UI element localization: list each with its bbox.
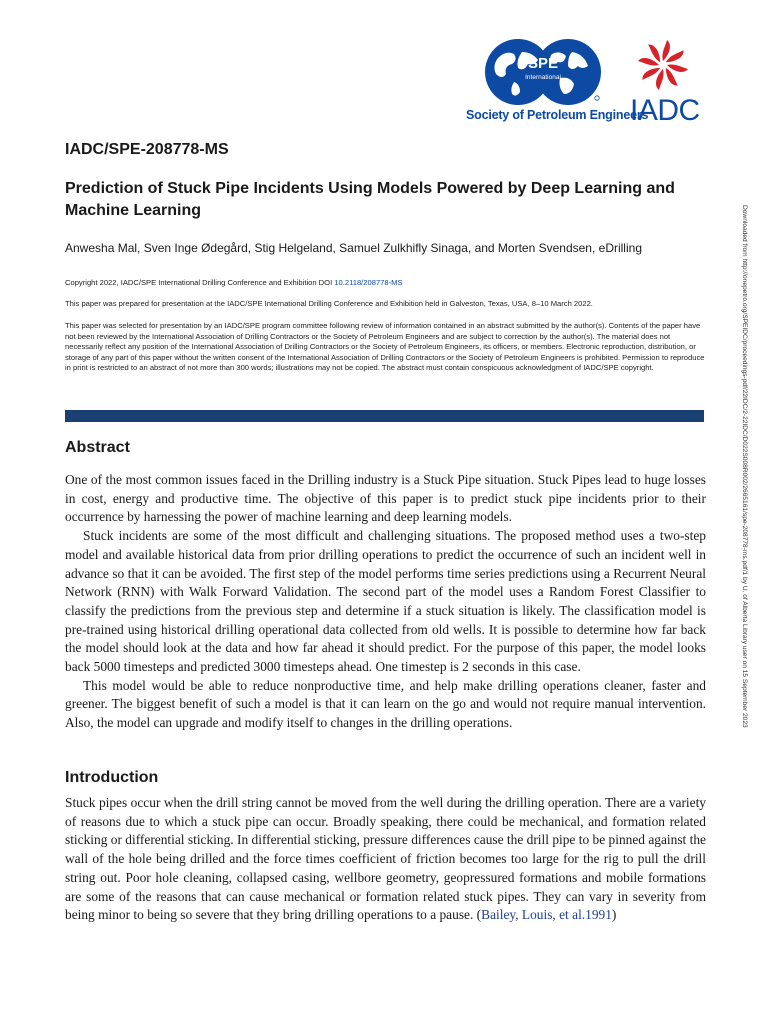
abstract-body: [65, 471, 706, 733]
doi-link[interactable]: 10.2118/208778-MS: [334, 278, 403, 287]
abstract-heading: Abstract: [65, 439, 130, 456]
introduction-text: Stuck pipes occur when the drill string cannot be moved from the well during the drilling operation. There are a variety of reasons due to which a stuck pipe can occur. Broadly speaking, there could be mechanical, and formation related sticking or differential sticking. In differential sticking, pressure differences cause the drill pipe to be pinned against the wall of the hole being drilled and the force times coefficient of friction becomes too large for the rig to pull the drill string out. Poor hole cleaning, collapsed casing, wellbore geometry, geopressured formations and mobile formations are some of the reasons that can cause mechanical or formation related stuck pipes. They can vary in severity from being minor to being so severe that they bring drilling operations to a pause. (: [65, 795, 706, 923]
introduction-text-end: ): [611, 907, 617, 923]
paper-authors: Anwesha Mal, Sven Inge Ødegård, Stig Helgeland, Samuel Zulkhifly Sinaga, and Morten Svendsen, eDrilling: [65, 241, 642, 255]
copyright-line: [65, 278, 705, 289]
copyright-text: Copyright 2022, IADC/SPE International Drilling Conference and Exhibition DOI: [65, 278, 335, 287]
presentation-note: This paper was prepared for presentation at the IADC/SPE International Drilling Conference and Exhibition held in Galveston, Texas, USA, 8–10 March 2022.: [65, 299, 593, 308]
paper-id: IADC/SPE-208778-MS: [65, 141, 229, 158]
spe-emblem-subtext: International: [525, 74, 561, 81]
download-note: Downloaded from http://onepetro.org/SPEIDC/proceedings-pdf/22IDC/2-22IDC/D022S008R002/2665161/spe-208778-ms.pdf/1 by U. of Alberta Library user on 15 September 2023: [741, 205, 748, 728]
download-note-container: [738, 205, 748, 825]
introduction-heading: Introduction: [65, 769, 159, 786]
spe-emblem-text: SPE: [527, 55, 559, 72]
spe-caption: Society of Petroleum Engineers: [466, 108, 649, 122]
iadc-logo: [636, 38, 690, 92]
abstract-paragraph-3: This model would be able to reduce nonproductive time, and help make drilling operations cleaner, faster and greener. The biggest benefit of such a model is that it can learn on the go and would not require manual intervention. Also, the model can upgrade and modify itself to changes in the drilling operations.: [65, 677, 706, 731]
iadc-caption: IADC: [630, 94, 700, 127]
introduction-body: [65, 794, 706, 925]
introduction-paragraph-1: [65, 794, 706, 925]
header-divider-bar: [65, 410, 704, 422]
citation-link[interactable]: Bailey, Louis, et al.1991: [481, 907, 612, 923]
abstract-paragraph-2: Stuck incidents are some of the most difficult and challenging situations. The proposed method uses a two-step model and available historical data from prior drilling operations to predict the occurrence of such an incident well in advance so that it can be avoided. The first step of the model performs time series predictions using a Recurrent Neural Network (RNN) with Walk Forward Validation. The second part of the model uses a Random Forest Classifier to classify the predictions from the previous step and determine if a stuck situation is likely. The classification model is pre-trained using historical drilling operational data collected from old wells. It is possible to determine how far back the model should look at the data and how far ahead it should predict. For the purpose of this paper, the model looks back 5000 timesteps and predicted 3000 timesteps ahead. One timestep is 2 seconds in this case.: [65, 528, 706, 675]
abstract-paragraph-1: One of the most common issues faced in the Drilling industry is a Stuck Pipe situation. Stuck Pipes lead to huge losses in cost, energy and productive time. The objective of this paper is to predict stuck pipe incidents prior to their occurrence by harnessing the power of machine learning and deep learning models.: [65, 472, 706, 525]
paper-title: Prediction of Stuck Pipe Incidents Using Models Powered by Deep Learning and Machine Learning: [65, 180, 675, 219]
spe-logo: [484, 38, 602, 106]
review-note: This paper was selected for presentation by an IADC/SPE program committee following review of information contained in an abstract submitted by the author(s). Contents of the paper have not been reviewed by the International Association of Drilling Contractors or the Society of Petroleum Engineers and are subject to correction by the author(s). The material does not necessarily reflect any position of the International Association of Drilling Contractors or the Society of Petroleum Engineers, its officers, or members. Electronic reproduction, distribution, or storage of any part of this paper without the written consent of the International Association of Drilling Contractors or the Society of Petroleum Engineers is prohibited. Permission to reproduce in print is restricted to an abstract of not more than 300 words; illustrations may not be copied. The abstract must contain conspicuous acknowledgment of IADC/SPE copyright.: [65, 321, 705, 372]
